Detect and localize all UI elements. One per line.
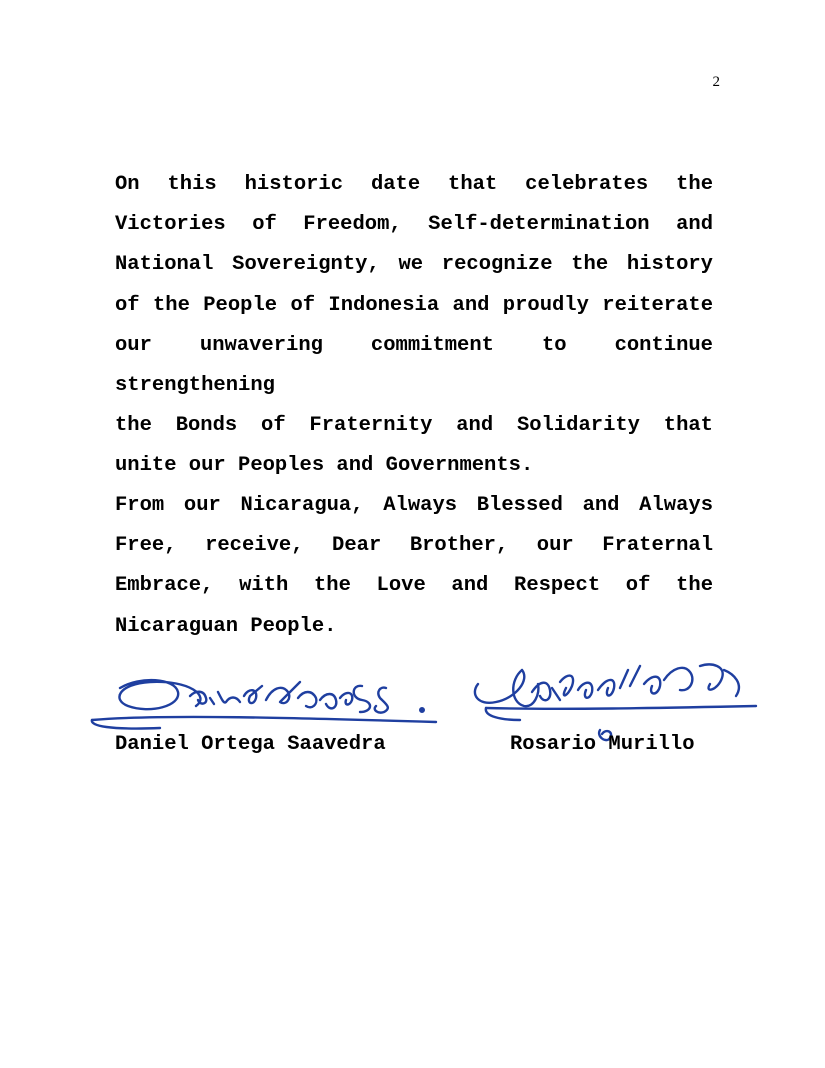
text-line: Free, receive, Dear Brother, our Fraternal xyxy=(115,534,713,558)
paragraph-commemoration xyxy=(115,165,713,487)
text-line: On this historic date that celebrates the xyxy=(115,173,713,196)
text-line: From our Nicaragua, Always Blessed and Always xyxy=(115,494,713,517)
text-line: Nicaraguan People. xyxy=(115,614,337,638)
text-line: unite our Peoples and Governments. xyxy=(115,454,534,478)
signature-right xyxy=(475,665,756,741)
page-number: 2 xyxy=(712,74,720,90)
text-line: our unwavering commitment to continue strengthening xyxy=(115,333,713,398)
signature-left xyxy=(92,680,436,728)
text-line: of the People of Indonesia and proudly reiterate xyxy=(115,293,713,317)
text-line: National Sovereignty, we recognize the history xyxy=(115,253,713,277)
paragraph-greeting xyxy=(115,486,713,647)
text-line: Embrace, with the Love and Respect of the xyxy=(115,574,713,598)
signer-name-left: Daniel Ortega Saavedra xyxy=(115,733,386,756)
text-line: the Bonds of Fraternity and Solidarity that xyxy=(115,414,713,438)
text-line: Victories of Freedom, Self-determination and xyxy=(115,213,713,237)
signer-name-right: Rosario Murillo xyxy=(510,733,695,756)
